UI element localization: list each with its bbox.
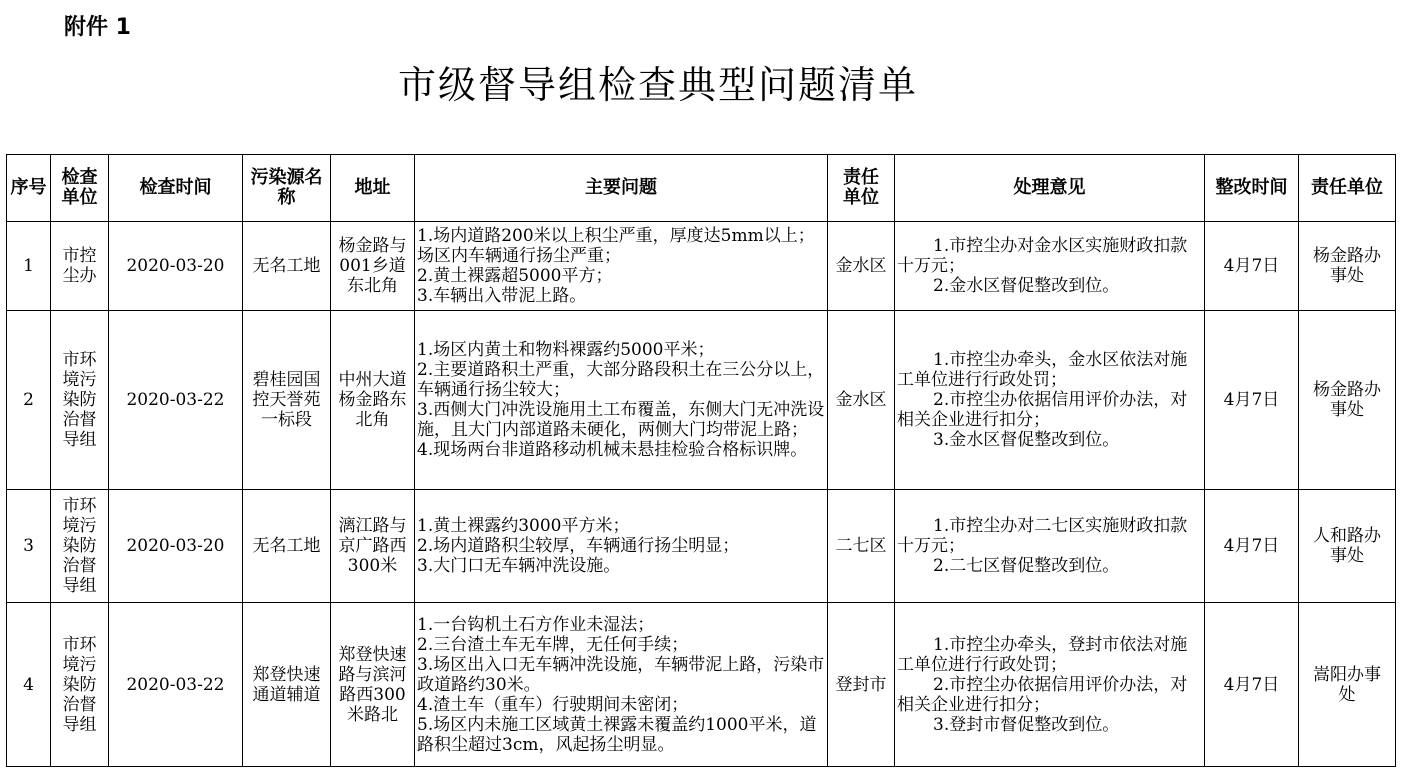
problem-item: 1.一台钩机土石方作业未湿法；: [417, 614, 655, 635]
opinion-item: 1.市控尘办对金水区实施财政扣款十万元；: [897, 236, 1188, 276]
problem-item: 1.场区内黄土和物料裸露约5000平米；: [417, 340, 715, 360]
cell-problems: [415, 603, 828, 767]
cell-date: 2020-03-22: [109, 311, 243, 490]
opinion-item: 2.市控尘办依据信用评价办法，对相关企业进行扣分；: [897, 674, 1188, 715]
opinion-item: 2.金水区督促整改到位。: [933, 276, 1120, 296]
attachment-label: 附件 1: [64, 15, 131, 40]
problem-item: 2.主要道路积土严重，大部分路段积土在三公分以上，车辆通行扬尘较大；: [417, 360, 825, 400]
col-header-source: 污染源名称: [243, 155, 331, 222]
cell-date: 2020-03-20: [109, 222, 243, 311]
cell-unit: 市环境污染防治督导组: [51, 311, 109, 490]
opinion-item: 3.登封市督促整改到位。: [933, 714, 1120, 735]
cell-resp-unit: 人和路办事处: [1299, 490, 1396, 603]
page-title: 市级督导组检查典型问题清单: [397, 63, 918, 107]
problem-item: 2.三台渣土车无车牌，无任何手续；: [417, 634, 689, 655]
cell-source: 无名工地: [243, 222, 331, 311]
table-row: [7, 311, 1396, 490]
cell-deadline: 4月7日: [1205, 603, 1299, 767]
cell-opinions: [895, 490, 1205, 603]
cell-source: 碧桂园国控天誉苑一标段: [243, 311, 331, 490]
cell-no: 2: [7, 311, 51, 490]
col-header-deadline: 整改时间: [1205, 155, 1299, 222]
cell-unit: 市环境污染防治督导组: [51, 603, 109, 767]
opinion-item: 2.市控尘办依据信用评价办法，对相关企业进行扣分；: [897, 390, 1188, 430]
table-row: [7, 603, 1396, 767]
cell-resp: 登封市: [828, 603, 895, 767]
cell-opinions: [895, 222, 1205, 311]
problem-item: 1.黄土裸露约3000平方米；: [417, 516, 630, 536]
table-header-row: [7, 155, 1396, 222]
cell-source: 无名工地: [243, 490, 331, 603]
cell-problems: [415, 311, 828, 490]
table-row: [7, 222, 1396, 311]
problem-item: 3.场区出入口无车辆冲洗设施，车辆带泥上路，污染市政道路约30米。: [417, 654, 825, 695]
cell-unit: 市控尘办: [51, 222, 109, 311]
problem-item: 2.黄土裸露超5000平方；: [417, 266, 613, 286]
cell-resp-unit: 嵩阳办事处: [1299, 603, 1396, 767]
cell-address: 漓江路与京广路西300米: [331, 490, 415, 603]
cell-resp: 二七区: [828, 490, 895, 603]
problem-item: 4.渣土车（重车）行驶期间未密闭；: [417, 694, 689, 715]
cell-resp: 金水区: [828, 222, 895, 311]
cell-deadline: 4月7日: [1205, 311, 1299, 490]
problem-item: 4.现场两台非道路移动机械未悬挂检验合格标识牌。: [417, 440, 808, 460]
col-header-resp: 责任单位: [828, 155, 895, 222]
problem-item: 5.场区内未施工区域黄土裸露未覆盖约1000平米，道路积尘超过3cm，风起扬尘明显。: [417, 714, 817, 755]
col-header-resp-unit: 责任单位: [1299, 155, 1396, 222]
col-header-problems: 主要问题: [415, 155, 828, 222]
cell-opinions: [895, 603, 1205, 767]
problem-item: 3.西侧大门冲洗设施用土工布覆盖，东侧大门无冲洗设施，且大门内部道路未硬化，两侧大门均带泥上路；: [417, 400, 825, 440]
cell-resp-unit: 杨金路办事处: [1299, 222, 1396, 311]
cell-deadline: 4月7日: [1205, 490, 1299, 603]
col-header-no: 序号: [7, 155, 51, 222]
opinion-item: 1.市控尘办牵头，登封市依法对施工单位进行行政处罚；: [897, 634, 1188, 675]
cell-date: 2020-03-20: [109, 490, 243, 603]
cell-deadline: 4月7日: [1205, 222, 1299, 311]
cell-resp: 金水区: [828, 311, 895, 490]
cell-date: 2020-03-22: [109, 603, 243, 767]
opinion-item: 2.二七区督促整改到位。: [933, 556, 1120, 576]
table-row: [7, 490, 1396, 603]
col-header-opinions: 处理意见: [895, 155, 1205, 222]
cell-problems: [415, 222, 828, 311]
problem-table: [6, 154, 1396, 767]
col-header-date: 检查时间: [109, 155, 243, 222]
cell-source: 郑登快速通道辅道: [243, 603, 331, 767]
problem-item: 1.场内道路200米以上积尘严重，厚度达5mm以上；场区内车辆通行扬尘严重；: [417, 226, 815, 266]
cell-address: 中州大道杨金路东北角: [331, 311, 415, 490]
cell-opinions: [895, 311, 1205, 490]
problem-item: 2.场内道路积尘较厚，车辆通行扬尘明显；: [417, 536, 740, 556]
opinion-item: 3.金水区督促整改到位。: [933, 430, 1120, 450]
col-header-unit: 检查单位: [51, 155, 109, 222]
cell-problems: [415, 490, 828, 603]
cell-no: 1: [7, 222, 51, 311]
cell-no: 3: [7, 490, 51, 603]
opinion-item: 1.市控尘办牵头，金水区依法对施工单位进行行政处罚；: [897, 350, 1188, 390]
cell-no: 4: [7, 603, 51, 767]
cell-unit: 市环境污染防治督导组: [51, 490, 109, 603]
opinion-item: 1.市控尘办对二七区实施财政扣款十万元；: [897, 516, 1188, 556]
cell-address: 杨金路与001乡道东北角: [331, 222, 415, 311]
col-header-address: 地址: [331, 155, 415, 222]
problem-item: 3.大门口无车辆冲洗设施。: [417, 556, 621, 576]
cell-resp-unit: 杨金路办事处: [1299, 311, 1396, 490]
problem-item: 3.车辆出入带泥上路。: [417, 286, 587, 306]
cell-address: 郑登快速路与滨河路西300米路北: [331, 603, 415, 767]
